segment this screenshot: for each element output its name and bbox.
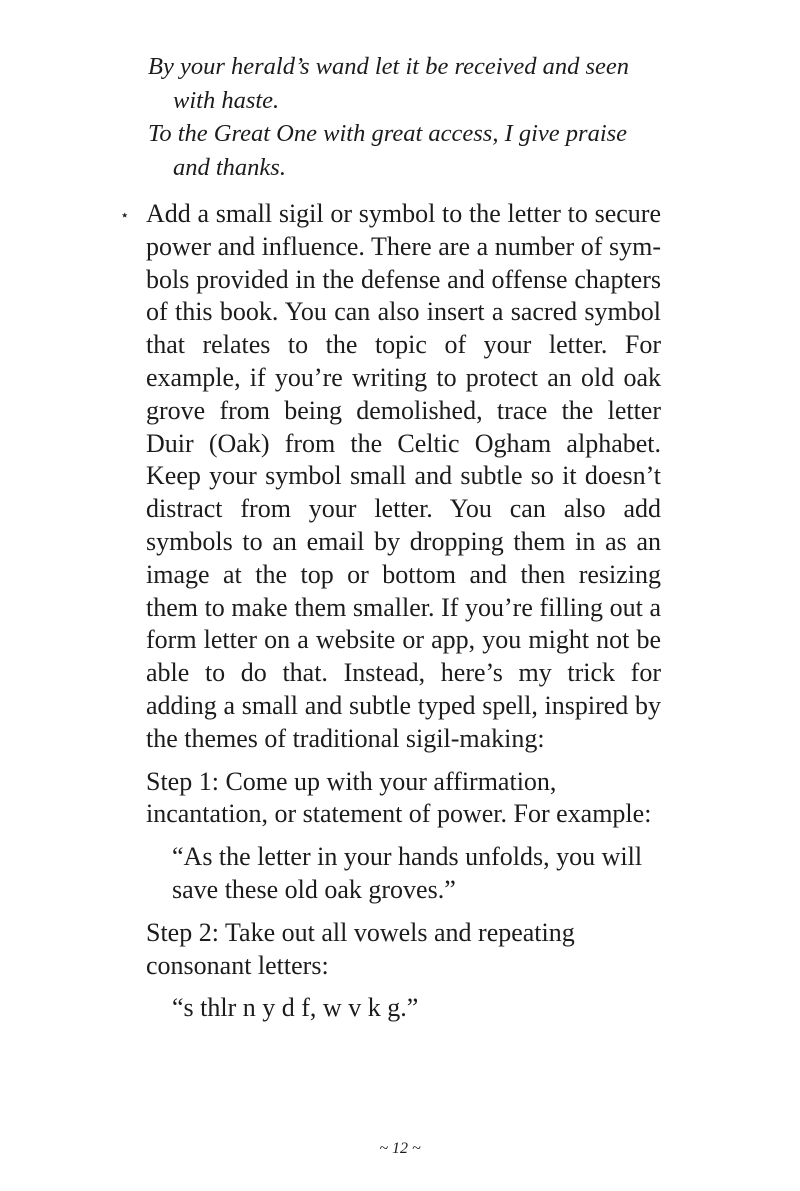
verse-line: By your herald’s wand let it be received and seen with haste. [148,53,630,114]
invocation-verse [148,50,668,184]
page-number: ~ 12 ~ [379,1140,421,1157]
step-one: Step 1: Come up with your affirmation, incantation, or statement of power. For example: [146,766,652,829]
star-bullet-icon: ⋆ [120,208,130,224]
step-two: Step 2: Take out all vowels and repeating consonant letters: [146,917,575,980]
consonant-spell-quote: “s thlr n y d f, w v k g.” [172,993,419,1023]
verse-line: To the Great One with great access, I give praise and thanks. [148,120,628,181]
bullet-body [146,198,661,1025]
sigil-paragraph: Add a small sigil or symbol to the letter to secure power and influence. There are a number of symbols provided in the defense and offense chapters of this book. You can also insert a sacred symbol that relates to the topic of your letter. For example, if you’re writing to protect an old oak grove from being demolished, trace the letter Duir (Oak) from the Celtic Ogham alphabet. Keep your symbol small and subtle so it doesn’t distract from your letter. You can also add symbols to an email by dropping them in as an image at the top or bottom and then resizing them to make them smaller. If you’re filling out a form letter on a website or app, you might not be able to do that. Instead, here’s my trick for adding a small and subtle typed spell, inspired by the themes of traditional sigil-making: [146,199,661,753]
example-affirmation-quote: “As the letter in your hands unfolds, you will save these old oak groves.” [172,842,643,904]
